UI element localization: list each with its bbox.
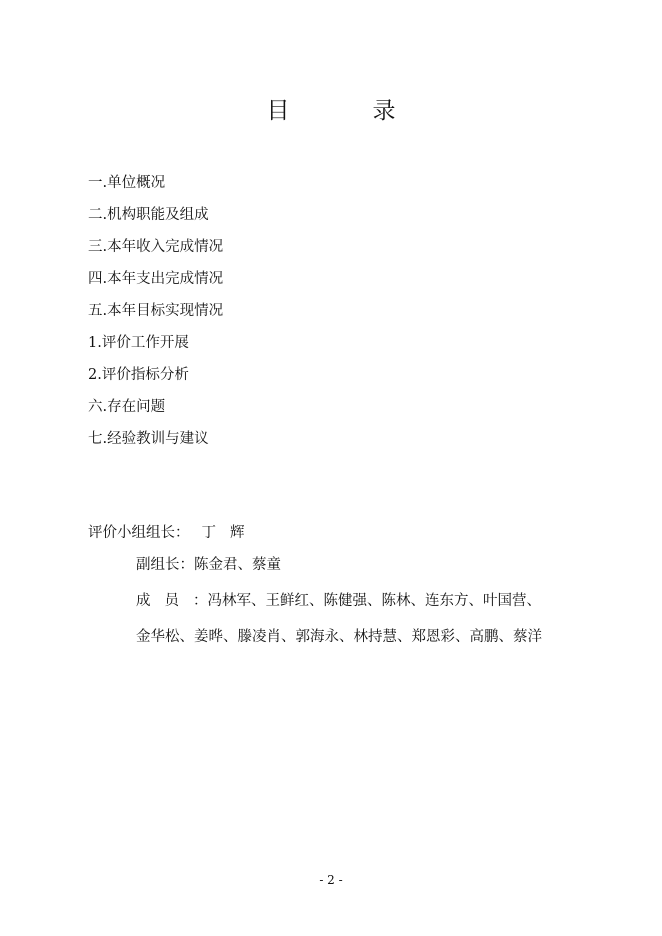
members-row [136, 586, 541, 616]
page-number: - 2 - [319, 873, 343, 887]
toc-item-4: 四.本年支出完成情况 [88, 271, 224, 287]
toc-item-5: 五.本年目标实现情况 [88, 303, 224, 319]
toc-item-8: 六.存在问题 [88, 399, 166, 415]
deputy-leader-names: 陈金君、蔡童 [194, 557, 281, 573]
members-names-line-2: 金华松、姜晔、滕凌肖、郭海永、林持慧、郑恩彩、高鹏、蔡洋 [136, 629, 542, 645]
deputy-leader-label: 副组长： [136, 557, 194, 573]
members-label: 成员 [136, 593, 193, 609]
group-leader-row [88, 518, 259, 548]
toc-item-9: 七.经验教训与建议 [88, 431, 209, 447]
members-row-continued [136, 622, 542, 652]
toc-item-7: 2.评价指标分析 [88, 367, 189, 383]
table-of-contents [88, 167, 223, 455]
group-leader-label: 评价小组组长： [88, 525, 190, 541]
group-leader-name: 丁辉 [201, 525, 259, 541]
toc-item-1: 一.单位概况 [88, 175, 166, 191]
page-title: 目 录 [266, 98, 426, 124]
members-colon: ： [193, 593, 208, 609]
toc-item-2: 二.机构职能及组成 [88, 207, 209, 223]
deputy-leader-row [136, 550, 281, 580]
toc-item-3: 三.本年收入完成情况 [88, 239, 224, 255]
toc-item-6: 1.评价工作开展 [88, 335, 189, 351]
members-names-line-1: 冯林军、王鲜红、陈健强、陈林、连东方、叶国营、 [207, 593, 541, 609]
